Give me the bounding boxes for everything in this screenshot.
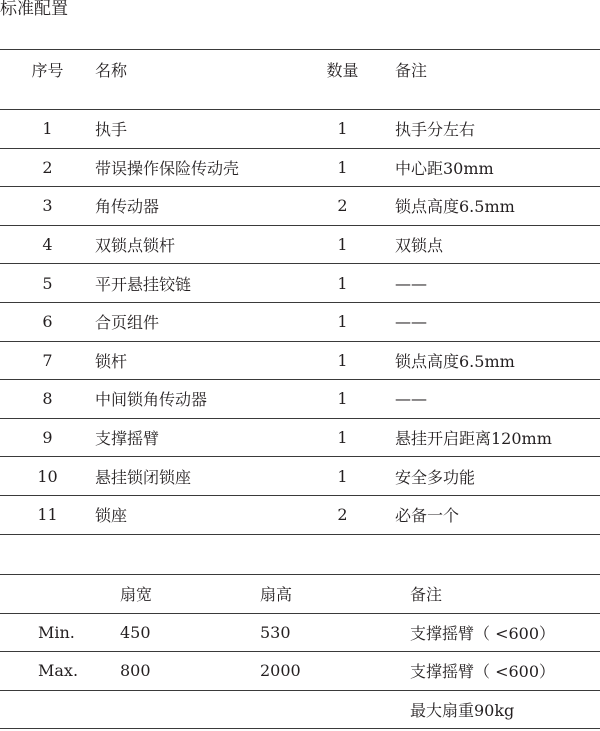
row-height (260, 690, 410, 729)
row-qty: 1 (337, 312, 348, 332)
row-qty: 1 (337, 157, 348, 177)
row-note: 执手分左右 (395, 120, 476, 140)
header-blank (0, 575, 120, 614)
row-no: 2 (42, 157, 53, 177)
table-row (0, 148, 600, 187)
table-row (0, 341, 600, 380)
row-no: 8 (42, 389, 53, 409)
row-no: 1 (42, 119, 53, 139)
row-qty: 1 (337, 350, 348, 370)
header-remark: 备注 (410, 585, 443, 605)
row-name: 支撑摇臂 (95, 429, 160, 449)
row-qty: 2 (337, 505, 348, 525)
row-qty: 2 (337, 196, 348, 216)
header-no: 序号 (31, 61, 64, 80)
row-no: 5 (42, 273, 53, 293)
row-no: 4 (42, 235, 53, 255)
row-note: 锁点高度6.5mm (395, 351, 515, 371)
row-width: 450 (120, 622, 151, 642)
table-row (0, 613, 600, 652)
row-qty: 1 (337, 235, 348, 255)
config-table-header (0, 50, 600, 110)
row-width (120, 690, 260, 729)
row-note: 双锁点 (395, 236, 444, 256)
row-name: 合页组件 (95, 313, 160, 333)
row-no: 7 (42, 350, 53, 370)
row-note: 中心距30mm (395, 158, 494, 178)
row-name: 双锁点锁杆 (95, 236, 176, 256)
size-table-header (0, 575, 600, 614)
row-note: 必备一个 (395, 506, 460, 526)
table-row (0, 264, 600, 303)
header-width: 扇宽 (120, 585, 153, 605)
table-row (0, 495, 600, 534)
config-table-body (0, 50, 600, 535)
row-note: 支撑摇臂（ <600） (410, 662, 556, 682)
table-row (0, 110, 600, 149)
row-note: 安全多功能 (395, 467, 476, 487)
size-table-body (0, 575, 600, 729)
row-note: 锁点高度6.5mm (395, 197, 515, 217)
row-qty: 1 (337, 428, 348, 448)
row-name: 中间锁角传动器 (95, 390, 208, 410)
row-note: 支撑摇臂（ <600） (410, 623, 556, 643)
header-height: 扇高 (260, 585, 293, 605)
row-no: 11 (37, 505, 58, 525)
row-label (0, 690, 120, 729)
row-note: —— (395, 389, 427, 409)
row-name: 带误操作保险传动壳 (95, 158, 240, 178)
config-table (0, 49, 600, 535)
header-name: 名称 (95, 61, 128, 80)
row-name: 锁座 (95, 506, 128, 526)
row-qty: 1 (337, 466, 348, 486)
table-row (0, 302, 600, 341)
row-no: 10 (37, 466, 58, 486)
row-height: 530 (260, 622, 291, 642)
row-note: —— (395, 273, 427, 293)
table-row (0, 690, 600, 729)
row-name: 锁杆 (95, 351, 128, 371)
row-qty: 1 (337, 273, 348, 293)
header-note: 备注 (395, 61, 428, 80)
row-name: 平开悬挂铰链 (95, 274, 192, 294)
row-label: Min. (38, 622, 75, 642)
table-row (0, 457, 600, 496)
row-qty: 1 (337, 389, 348, 409)
size-table (0, 574, 600, 729)
row-no: 9 (42, 428, 53, 448)
row-no: 3 (42, 196, 53, 216)
table-row (0, 652, 600, 691)
table-row (0, 380, 600, 419)
row-name: 角传动器 (95, 197, 160, 217)
header-qty: 数量 (326, 61, 359, 80)
row-name: 悬挂锁闭锁座 (95, 467, 192, 487)
row-name: 执手 (95, 120, 128, 140)
row-note: —— (395, 312, 427, 332)
row-label: Max. (38, 661, 79, 681)
row-no: 6 (42, 312, 53, 332)
table-row (0, 225, 600, 264)
page-title: 标准配置 (0, 0, 68, 19)
table-row (0, 418, 600, 457)
row-height: 2000 (260, 661, 301, 681)
row-qty: 1 (337, 119, 348, 139)
row-note: 最大扇重90kg (410, 700, 515, 720)
table-row (0, 187, 600, 226)
row-note: 悬挂开启距离120mm (395, 429, 552, 449)
row-width: 800 (120, 661, 151, 681)
